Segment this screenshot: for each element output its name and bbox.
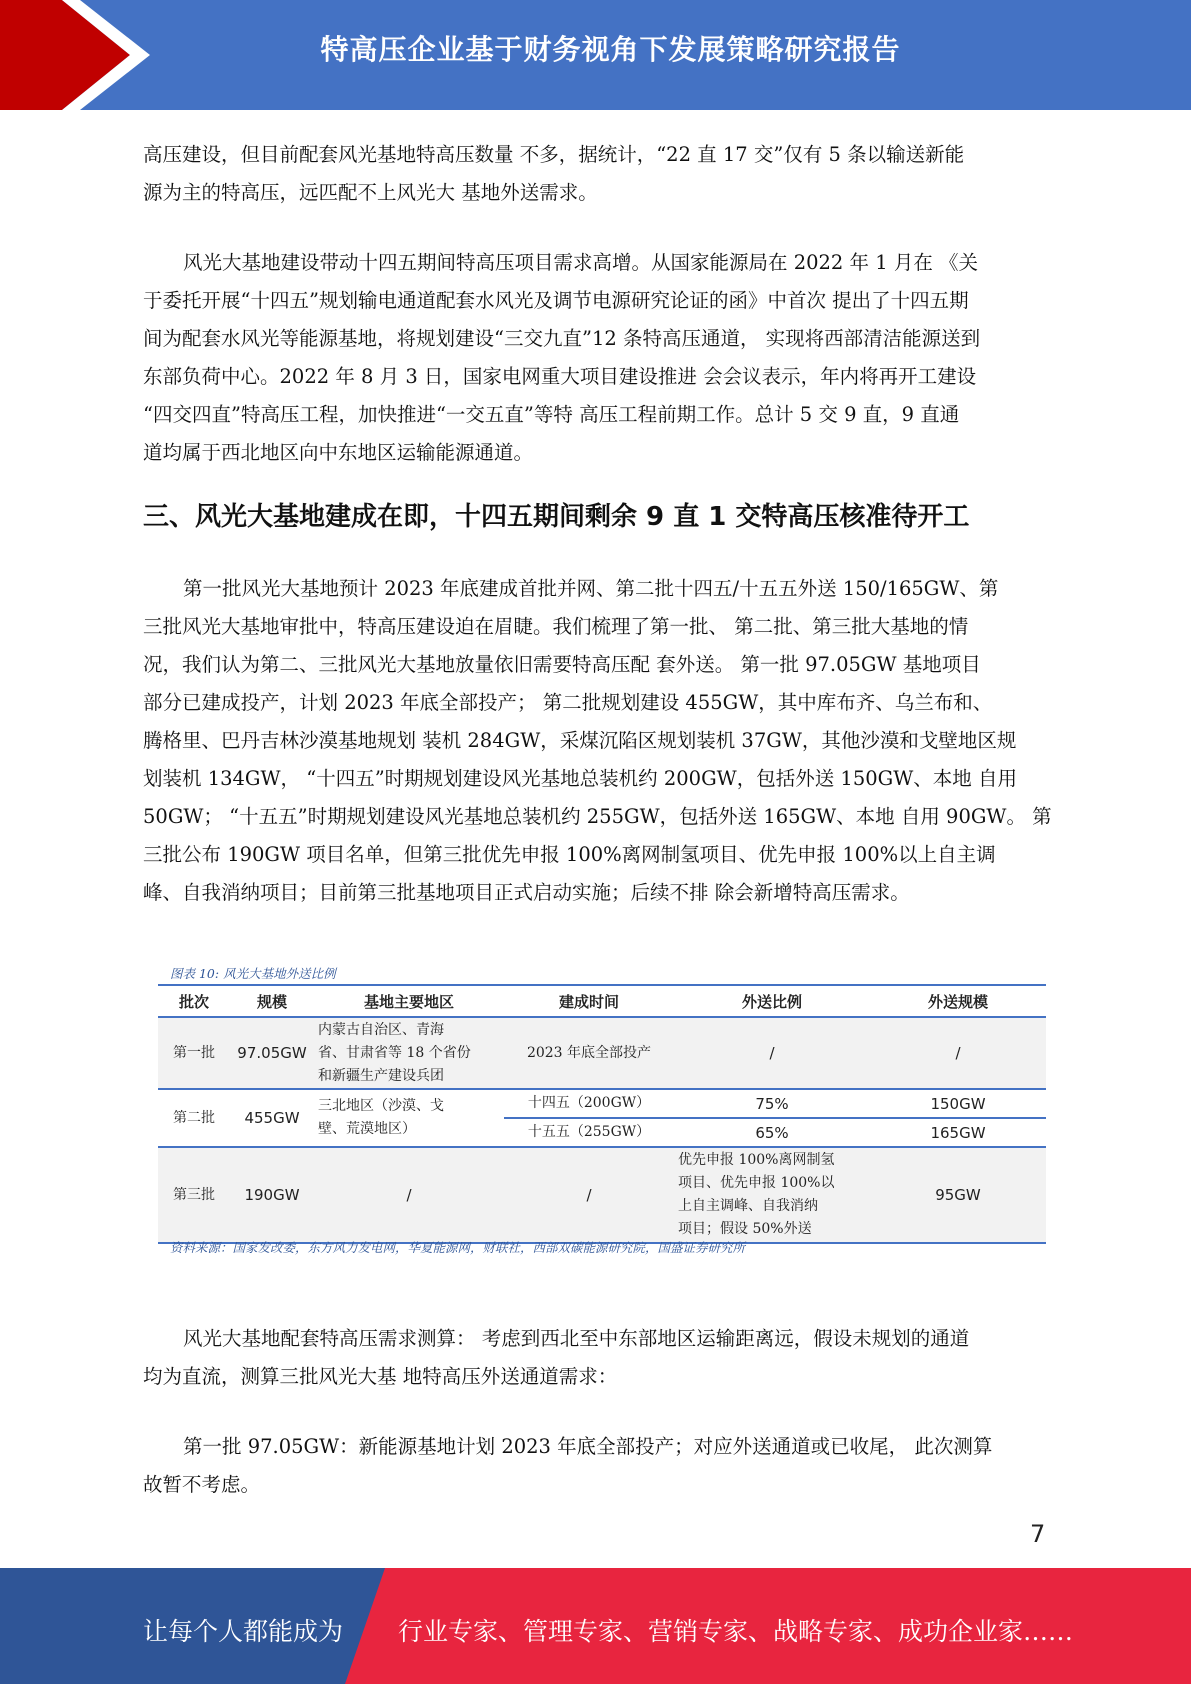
column-header: 建成时间	[504, 985, 674, 1017]
volume-cell: 165GW	[870, 1118, 1046, 1147]
text-line: 部分已建成投产，计划 2023 年底全部投产； 第二批规划建设 455GW，其中库布齐、乌兰布和、	[143, 691, 993, 714]
text-line: 间为配套水风光等能源基地，将规划建设“三交九直”12 条特高压通道， 实现将西部清洁能源送到	[143, 327, 981, 350]
text-line: 高压建设，但目前配套风光基地特高压数量 不多，据统计，“22 直 17 交”仅有 5 条以输送新能	[143, 143, 965, 166]
time-cell: /	[504, 1147, 674, 1243]
text-line: 三批风光大基地审批中，特高压建设迫在眉睫。我们梳理了第一批、 第二批、第三批大基地的情	[143, 615, 969, 638]
text-line: 风光大基地配套特高压需求测算： 考虑到西北至中东部地区运输距离远，假设未规划的通道	[183, 1327, 970, 1350]
scale-cell: 97.05GW	[230, 1017, 314, 1089]
volume-cell: 150GW	[870, 1089, 1046, 1118]
report-title: 特高压企业基于财务视角下发展策略研究报告	[320, 33, 901, 66]
ratio-cell: 65%	[674, 1118, 870, 1147]
column-header: 外送比例	[674, 985, 870, 1017]
table-row	[158, 1147, 1046, 1243]
paragraph-3	[143, 570, 1052, 912]
region-cell	[314, 1089, 504, 1147]
region-cell	[314, 1017, 504, 1089]
ratio-line: 上自主调峰、自我消纳	[678, 1198, 818, 1214]
table-header-row	[158, 985, 1046, 1017]
table-caption: 图表 10: 风光大基地外送比例	[170, 966, 336, 981]
paragraph-2	[143, 244, 1046, 472]
region-line: 内蒙古自治区、青海	[318, 1021, 444, 1038]
section-heading: 三、风光大基地建成在即，十四五期间剩余 9 直 1 交特高压核准待开工	[143, 502, 970, 532]
batch-cell: 第二批	[158, 1089, 230, 1147]
ratio-cell: 75%	[674, 1089, 870, 1118]
region-cell: /	[314, 1147, 504, 1243]
text-line: 划装机 134GW， “十四五”时期规划建设风光基地总装机约 200GW，包括外送 150GW、本地 自用	[143, 767, 1017, 790]
text-line: 峰、自我消纳项目；目前第三批基地项目正式启动实施；后续不排 除会新增特高压需求。	[143, 881, 910, 904]
footer-slogan-right: 行业专家、管理专家、营销专家、战略专家、成功企业家……	[398, 1617, 1074, 1646]
time-cell: 十四五（200GW）	[504, 1089, 674, 1118]
ratio-cell: /	[674, 1017, 870, 1089]
column-header: 批次	[158, 985, 230, 1017]
page-number: 7	[1030, 1520, 1046, 1548]
batch-cell: 第三批	[158, 1147, 230, 1243]
text-line: 50GW； “十五五”时期规划建设风光基地总装机约 255GW，包括外送 165GW、本地 自用 90GW。 第	[143, 805, 1052, 828]
scale-cell: 190GW	[230, 1147, 314, 1243]
batch-cell: 第一批	[158, 1017, 230, 1089]
paragraph-4	[143, 1320, 1046, 1396]
text-line: 况，我们认为第二、三批风光大基地放量依旧需要特高压配 套外送。 第一批 97.05GW 基地项目	[143, 653, 981, 676]
time-cell: 2023 年底全部投产	[504, 1017, 674, 1089]
column-header: 规模	[230, 985, 314, 1017]
text-line: 故暂不考虑。	[143, 1473, 261, 1496]
text-line: 于委托开展“十四五”规划输电通道配套水风光及调节电源研究论证的函》中首次 提出了十四五期	[143, 289, 969, 312]
time-cell: 十五五（255GW）	[504, 1118, 674, 1147]
paragraph-5	[143, 1428, 1046, 1504]
text-line: 源为主的特高压，远匹配不上风光大 基地外送需求。	[143, 181, 598, 204]
ratio-line: 项目、优先申报 100%以	[678, 1175, 835, 1191]
footer-slogan-left: 让每个人都能成为	[143, 1617, 344, 1646]
text-line: 均为直流，测算三批风光大基 地特高压外送通道需求：	[143, 1365, 618, 1388]
region-line: 壁、荒漠地区）	[318, 1121, 416, 1137]
page-header	[0, 0, 1191, 110]
text-line: 东部负荷中心。2022 年 8 月 3 日，国家电网重大项目建设推进 会会议表示，年内将再开工建设	[143, 365, 977, 388]
region-line: 省、甘肃省等 18 个省份	[318, 1044, 471, 1061]
paragraph-1	[143, 136, 1046, 212]
volume-cell: 95GW	[870, 1147, 1046, 1243]
table-source: 资料来源：国家发改委，东方风力发电网，华夏能源网，财联社，西部双碳能源研究院，国盛证券研究所	[170, 1240, 746, 1255]
scale-cell: 455GW	[230, 1089, 314, 1147]
volume-cell: /	[870, 1017, 1046, 1089]
text-line: “四交四直”特高压工程，加快推进“一交五直”等特 高压工程前期工作。总计 5 交 9 直，9 直通	[143, 403, 960, 426]
text-line: 第一批 97.05GW：新能源基地计划 2023 年底全部投产；对应外送通道或已收尾， 此次测算	[183, 1435, 993, 1458]
text-line: 风光大基地建设带动十四五期间特高压项目需求高增。从国家能源局在 2022 年 1 月在 《关	[183, 251, 979, 274]
export-ratio-table	[158, 984, 1046, 1244]
page-footer	[0, 1568, 1191, 1684]
column-header: 外送规模	[870, 985, 1046, 1017]
text-line: 三批公布 190GW 项目名单，但第三批优先申报 100%离网制氢项目、优先申报 100%以上自主调	[143, 843, 996, 866]
table-row	[158, 1017, 1046, 1089]
ratio-line: 优先申报 100%离网制氢	[678, 1152, 835, 1168]
region-line: 和新疆生产建设兵团	[318, 1067, 444, 1084]
text-line: 第一批风光大基地预计 2023 年底建成首批并网、第二批十四五/十五五外送 150/165GW、第	[183, 577, 999, 600]
region-line: 三北地区（沙漠、戈	[318, 1098, 444, 1114]
column-header: 基地主要地区	[314, 985, 504, 1017]
text-line: 道均属于西北地区向中东地区运输能源通道。	[143, 441, 534, 464]
ratio-line: 项目；假设 50%外送	[678, 1221, 812, 1237]
ratio-cell	[674, 1147, 870, 1243]
text-line: 腾格里、巴丹吉林沙漠基地规划 装机 284GW，采煤沉陷区规划装机 37GW，其他沙漠和戈壁地区规	[143, 729, 1017, 752]
table-row	[158, 1089, 1046, 1118]
